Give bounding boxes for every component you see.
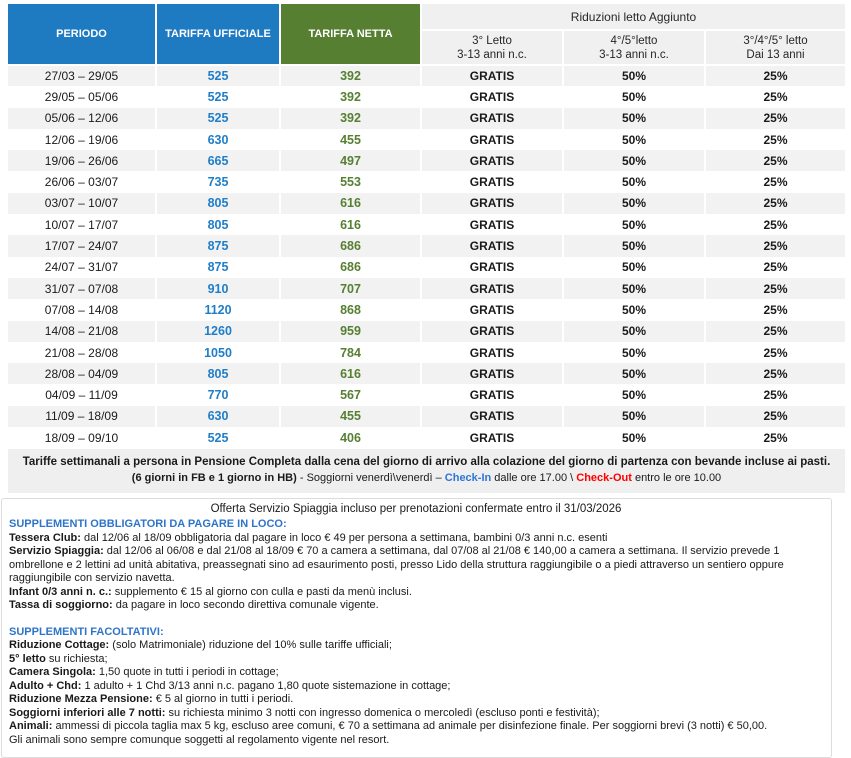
table-row [8,129,845,150]
note-label: Camera Singola: [9,666,96,679]
checkout-label: Check-Out [576,472,632,485]
table-row [8,342,845,363]
tariffa-ufficiale-cell: 525 [156,65,280,86]
quarto-quinto-letto-cell: 50% [563,150,705,171]
periodo-cell: 27/03 – 29/05 [44,69,119,84]
mandatory-supplements-title: SUPPLEMENTI OBBLIGATORI DA PAGARE IN LOCO: [9,518,287,531]
note-line: Animali: ammessi di piccola taglia max 5 kg, escluso aree comuni, € 70 a settimana ad animale per disinfezione finale. Per soggiorni brevi (3 notti) € 50,00. [9,720,768,733]
terzo-letto-cell: GRATIS [421,384,563,405]
note-line: Camera Singola: 1,50 quote in tutti i periodi in cottage; [9,666,279,679]
tariffa-netta-cell: 497 [280,150,421,171]
checkout-time: entro le ore 10.00 [631,472,722,485]
tariff-table [8,4,845,448]
price-list-page [0,4,851,748]
letto-adulti-cell: 25% [705,427,845,448]
tariffa-netta-cell: 959 [280,321,421,342]
note-line: Infant 0/3 anni n. c.: supplemento € 15 al giorno con culla e pasti da menù inclusi. [9,585,412,598]
beach-offer-line: Offerta Servizio Spiaggia incluso per prenotazioni confermate entro il 31/03/2026 [210,503,622,516]
note-label: Soggiorni inferiori alle 7 notti: [9,706,166,719]
tariffa-netta-cell: 784 [280,342,421,363]
table-row [8,299,845,320]
tariffa-netta-cell: 616 [280,214,421,235]
table-row [8,235,845,256]
table-row [8,427,845,448]
tariffa-ufficiale-cell: 1260 [156,321,280,342]
table-row [8,65,845,86]
col-header-periodo: PERIODO [8,4,156,65]
table-body [8,65,845,448]
periodo-cell: 24/07 – 31/07 [44,260,119,275]
periodo-cell: 29/05 – 05/06 [44,89,119,104]
letto-adulti-cell: 25% [705,278,845,299]
checkin-time: dalle ore 17.00 \ [491,472,577,485]
letto-adulti-cell: 25% [705,235,845,256]
periodo-cell: 26/06 – 03/07 [44,175,119,190]
col-header-terzo-letto-line2: 3-13 anni n.c. [457,48,527,61]
note-label: Infant 0/3 anni n. c.: [9,585,112,598]
note-label: Adulto + Chd: [9,679,82,692]
tariffa-netta-cell: 392 [280,86,421,107]
note-line: Gli animali sono sempre comunque soggetti al regolamento vigente nel resort. [9,733,390,746]
note-label: Tessera Club: [9,531,81,544]
letto-adulti-cell: 25% [705,214,845,235]
table-row [8,214,845,235]
note-line: Riduzione Mezza Pensione: € 5 al giorno in tutti i periodi. [9,693,294,706]
col-header-quarto-quinto-letto-line2: 3-13 anni n.c. [599,48,669,61]
table-row [8,363,845,384]
col-header-letto-adulti-line1: 3°/4°/5° letto [743,34,808,47]
tariffa-ufficiale-cell: 665 [156,150,280,171]
tariffa-netta-cell: 567 [280,384,421,405]
periodo-cell: 19/06 – 26/06 [44,153,119,168]
letto-adulti-cell: 25% [705,150,845,171]
letto-adulti-cell: 25% [705,406,845,427]
tariffa-netta-cell: 406 [280,427,421,448]
footer-checkin-line [16,470,837,486]
optional-supplements-title: SUPPLEMENTI FACOLTATIVI: [9,625,164,638]
periodo-cell: 10/07 – 17/07 [44,217,119,232]
tariffa-netta-cell: 686 [280,257,421,278]
periodo-cell: 12/06 – 19/06 [44,132,119,147]
footer-stay-note: - Soggiorni venerdì\venerdì – [296,472,445,485]
letto-adulti-cell: 25% [705,171,845,192]
quarto-quinto-letto-cell: 50% [563,171,705,192]
letto-adulti-cell: 25% [705,363,845,384]
notes-box [1,498,832,758]
tariffa-ufficiale-cell: 735 [156,171,280,192]
terzo-letto-cell: GRATIS [421,406,563,427]
col-header-quarto-quinto-letto-line1: 4°/5°letto [610,34,658,47]
letto-adulti-cell: 25% [705,65,845,86]
quarto-quinto-letto-cell: 50% [563,427,705,448]
col-header-quarto-quinto-letto [563,30,705,65]
periodo-cell: 31/07 – 07/08 [44,281,119,296]
table-row [8,86,845,107]
quarto-quinto-letto-cell: 50% [563,406,705,427]
periodo-cell: 04/09 – 11/09 [45,388,118,403]
tariffa-ufficiale-cell: 525 [156,427,280,448]
footer-conditions-line: Tariffe settimanali a persona in Pensione Completa dalla cena del giorno di arrivo alla colazione del giorno di partenza con bevande incluse ai pasti. [22,456,831,469]
tariffa-netta-cell: 868 [280,299,421,320]
periodo-cell: 28/08 – 04/09 [44,366,119,381]
note-line: Adulto + Chd: 1 adulto + 1 Chd 3/13 anni n.c. pagano 1,80 quote sistemazione in cottage; [9,679,451,692]
col-header-tariffa-ufficiale: TARIFFA UFFICIALE [156,4,280,65]
quarto-quinto-letto-cell: 50% [563,214,705,235]
letto-adulti-cell: 25% [705,129,845,150]
note-label: 5° letto [9,652,46,665]
notes-gap [9,613,823,626]
quarto-quinto-letto-cell: 50% [563,129,705,150]
quarto-quinto-letto-cell: 50% [563,108,705,129]
quarto-quinto-letto-cell: 50% [563,257,705,278]
periodo-cell: 17/07 – 24/07 [44,239,119,254]
periodo-cell: 11/09 – 18/09 [45,409,118,424]
terzo-letto-cell: GRATIS [421,193,563,214]
quarto-quinto-letto-cell: 50% [563,321,705,342]
tariffa-ufficiale-cell: 1120 [156,299,280,320]
tariffa-ufficiale-cell: 875 [156,235,280,256]
tariffa-ufficiale-cell: 805 [156,193,280,214]
optional-supplements-list [9,639,823,747]
tariffa-netta-cell: 455 [280,129,421,150]
note-line: Soggiorni inferiori alle 7 notti: su richiesta minimo 3 notti con ingresso domenica o mercoledì (escluso ponti e festività); [9,706,600,719]
letto-adulti-cell: 25% [705,86,845,107]
periodo-cell: 21/08 – 28/08 [44,345,119,360]
table-row [8,150,845,171]
tariffa-ufficiale-cell: 1050 [156,342,280,363]
periodo-cell: 14/08 – 21/08 [44,324,119,339]
tariffa-ufficiale-cell: 910 [156,278,280,299]
quarto-quinto-letto-cell: 50% [563,193,705,214]
table-row [8,171,845,192]
note-line: Tessera Club: dal 12/06 al 18/09 obbligatoria dal pagare in loco € 49 per persona a settimana, bambini 0/3 anni n.c. esenti [9,531,608,544]
tariffa-netta-cell: 392 [280,65,421,86]
tariffa-ufficiale-cell: 525 [156,108,280,129]
table-row [8,278,845,299]
tariffa-ufficiale-cell: 770 [156,384,280,405]
terzo-letto-cell: GRATIS [421,321,563,342]
terzo-letto-cell: GRATIS [421,171,563,192]
note-label: Riduzione Cottage: [9,639,110,652]
table-row [8,193,845,214]
periodo-cell: 03/07 – 10/07 [44,196,119,211]
quarto-quinto-letto-cell: 50% [563,86,705,107]
letto-adulti-cell: 25% [705,193,845,214]
terzo-letto-cell: GRATIS [421,65,563,86]
col-header-terzo-letto [421,30,563,65]
terzo-letto-cell: GRATIS [421,86,563,107]
table-row [8,406,845,427]
tariffa-netta-cell: 686 [280,235,421,256]
col-header-letto-adulti [705,30,845,65]
terzo-letto-cell: GRATIS [421,129,563,150]
quarto-quinto-letto-cell: 50% [563,384,705,405]
tariffa-netta-cell: 455 [280,406,421,427]
terzo-letto-cell: GRATIS [421,257,563,278]
periodo-cell: 07/08 – 14/08 [44,302,119,317]
quarto-quinto-letto-cell: 50% [563,278,705,299]
table-row [8,108,845,129]
terzo-letto-cell: GRATIS [421,427,563,448]
tariffa-netta-cell: 392 [280,108,421,129]
terzo-letto-cell: GRATIS [421,278,563,299]
quarto-quinto-letto-cell: 50% [563,342,705,363]
tariffa-ufficiale-cell: 805 [156,363,280,384]
note-label: Riduzione Mezza Pensione: [9,693,153,706]
table-footer-band [8,449,845,493]
col-header-tariffa-netta: TARIFFA NETTA [280,4,421,65]
tariffa-netta-cell: 707 [280,278,421,299]
letto-adulti-cell: 25% [705,108,845,129]
letto-adulti-cell: 25% [705,299,845,320]
terzo-letto-cell: GRATIS [421,299,563,320]
col-header-terzo-letto-line1: 3° Letto [472,34,512,47]
note-line: Tassa di soggiorno: da pagare in loco secondo direttiva comunale vigente. [9,599,379,612]
tariffa-netta-cell: 616 [280,363,421,384]
tariffa-ufficiale-cell: 630 [156,129,280,150]
tariffa-ufficiale-cell: 875 [156,257,280,278]
quarto-quinto-letto-cell: 50% [563,363,705,384]
footer-board-note: (6 giorni in FB e 1 giorno in HB) [131,472,297,485]
col-group-riduzioni: Riduzioni letto Aggiunto [421,4,845,30]
letto-adulti-cell: 25% [705,342,845,363]
terzo-letto-cell: GRATIS [421,342,563,363]
periodo-cell: 18/09 – 09/10 [44,430,119,445]
quarto-quinto-letto-cell: 50% [563,235,705,256]
tariffa-ufficiale-cell: 805 [156,214,280,235]
letto-adulti-cell: 25% [705,384,845,405]
table-row [8,321,845,342]
terzo-letto-cell: GRATIS [421,150,563,171]
note-label: Servizio Spiaggia: [9,545,104,558]
quarto-quinto-letto-cell: 50% [563,65,705,86]
tariffa-netta-cell: 553 [280,171,421,192]
tariff-table-header [8,4,845,65]
col-header-letto-adulti-line2: Dai 13 anni [746,48,805,61]
tariffa-netta-cell: 616 [280,193,421,214]
terzo-letto-cell: GRATIS [421,235,563,256]
tariffa-ufficiale-cell: 525 [156,86,280,107]
table-row [8,257,845,278]
note-line: 5° letto su richiesta; [9,652,108,665]
note-line: Servizio Spiaggia: dal 12/06 al 06/08 e dal 21/08 al 18/09 € 70 a camera a settimana, dal 07/08 al 21/08 € 140,00 a camera a settimana. Il servizio prevede 1 ombrellone e 2 lettini ad unità abitativa, preassegnati sino ad esaurimento posti, presso Lido della struttura raggiungibile o a piedi attraverso un sentiero oppure raggiungibile con servizio navetta. [9,545,784,585]
terzo-letto-cell: GRATIS [421,214,563,235]
note-line: Riduzione Cottage: (solo Matrimoniale) riduzione del 10% sulle tariffe ufficiali; [9,639,392,652]
checkin-label: Check-In [444,472,492,485]
terzo-letto-cell: GRATIS [421,363,563,384]
note-label: Tassa di soggiorno: [9,599,113,612]
note-label: Animali: [9,720,53,733]
letto-adulti-cell: 25% [705,257,845,278]
letto-adulti-cell: 25% [705,321,845,342]
table-row [8,384,845,405]
terzo-letto-cell: GRATIS [421,108,563,129]
tariffa-ufficiale-cell: 630 [156,406,280,427]
quarto-quinto-letto-cell: 50% [563,299,705,320]
mandatory-supplements-list [9,532,823,613]
periodo-cell: 05/06 – 12/06 [44,111,119,126]
